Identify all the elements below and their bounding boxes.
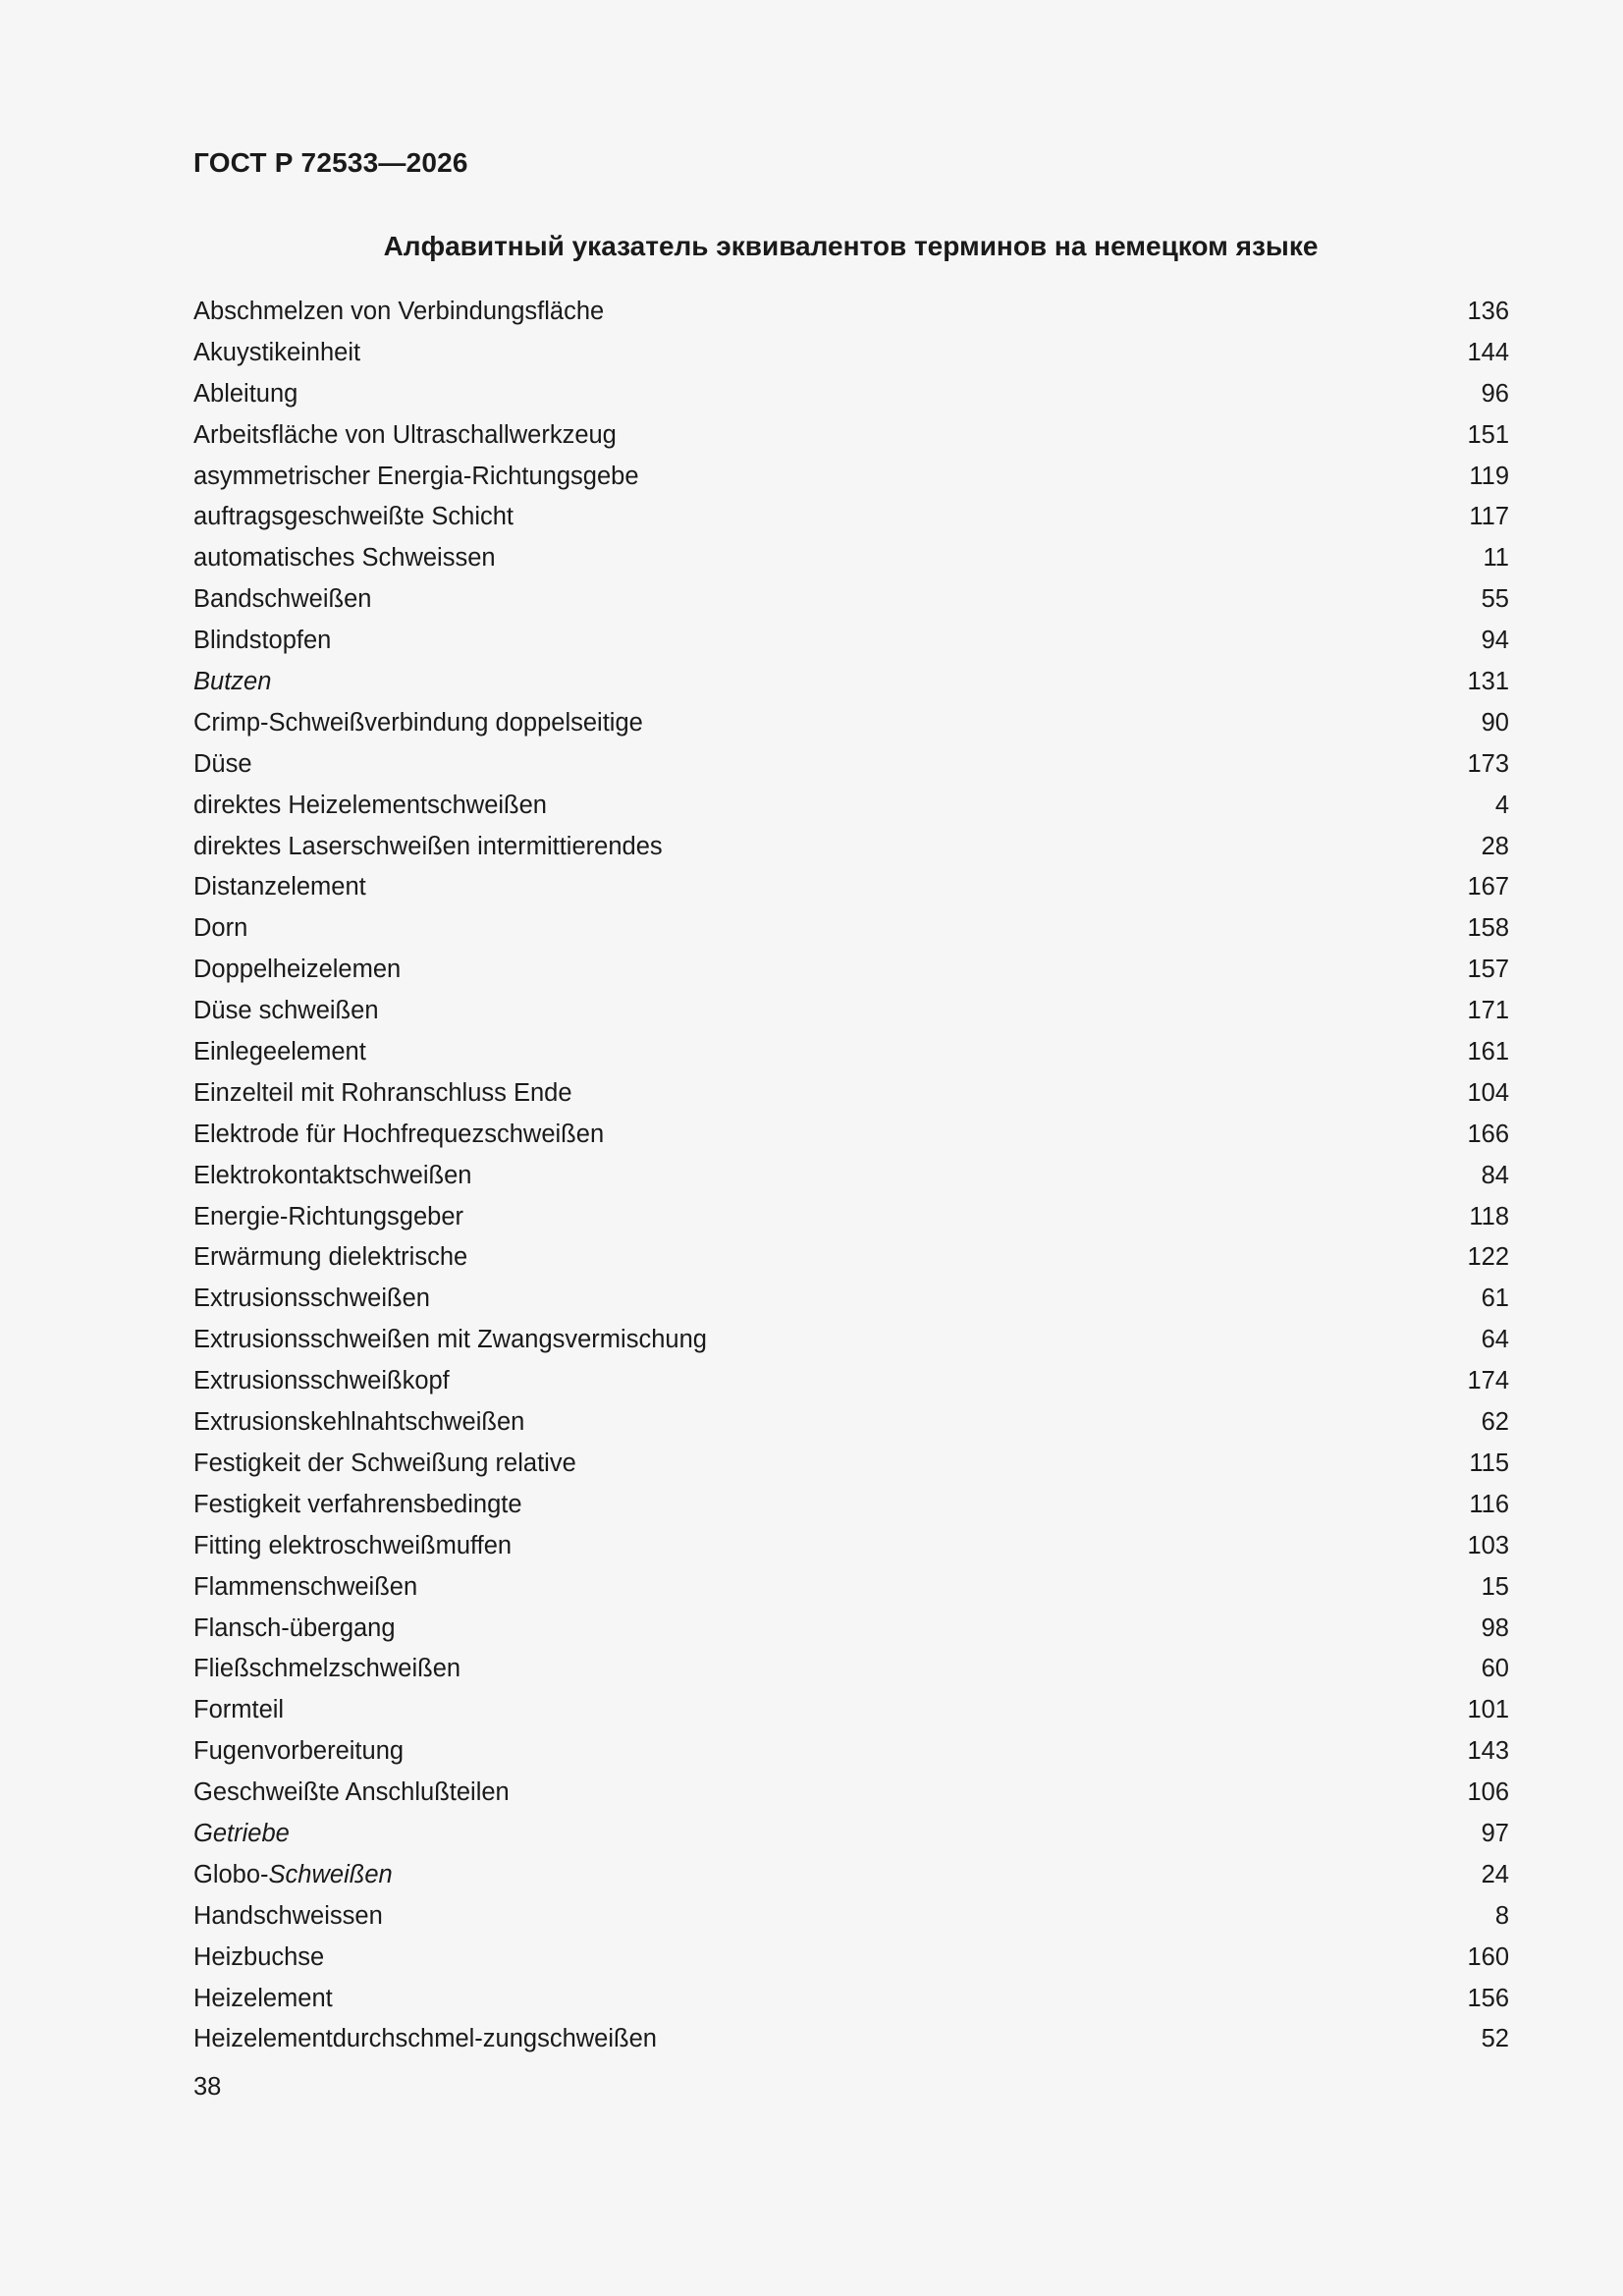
index-entry-number: 116: [1469, 1490, 1509, 1518]
index-entry-term: [193, 1361, 450, 1402]
index-entry: [193, 991, 1509, 1032]
term-text: Blindstopfen: [193, 627, 332, 655]
term-text: Extrusionsschweißkopf: [193, 1367, 450, 1395]
index-entry-term: [193, 1279, 430, 1320]
index-entry-term: [193, 1032, 366, 1073]
index-entry: [193, 1402, 1509, 1444]
index-entry-term: [193, 1979, 333, 2020]
term-text: Flansch-übergang: [193, 1613, 396, 1642]
index-entry-number: 106: [1467, 1778, 1509, 1807]
term-text: Ableitung: [193, 379, 298, 408]
index-entry-term: [193, 1526, 512, 1567]
index-entry-number: 144: [1467, 338, 1509, 366]
index-entry: [193, 1361, 1509, 1402]
term-text-italic: Getriebe: [193, 1819, 290, 1847]
index-entry-term: [193, 2019, 657, 2060]
index-entry-number: 4: [1494, 791, 1509, 819]
index-entry-term: [193, 579, 371, 621]
index-entry: [193, 1690, 1509, 1731]
index-entry-term: [193, 1649, 460, 1690]
index-entry: [193, 1649, 1509, 1690]
index-entry-number: 160: [1467, 1942, 1509, 1971]
index-entry-term: [193, 662, 271, 703]
index-entry: [193, 908, 1509, 950]
index-entry-number: 167: [1467, 873, 1509, 902]
index-entry: [193, 1609, 1509, 1650]
term-text: Festigkeit der Schweißung relative: [193, 1449, 576, 1477]
term-text: Dorn: [193, 914, 248, 943]
term-text: Heizelement: [193, 1984, 333, 2012]
term-text: Festigkeit verfahrensbedingte: [193, 1490, 522, 1518]
index-entry-term: [193, 1073, 572, 1115]
index-entry: [193, 457, 1509, 498]
index-entry-term: [193, 1115, 604, 1156]
index-entry-term: [193, 374, 298, 415]
index-entry: [193, 292, 1509, 333]
index-entry-number: 62: [1481, 1408, 1509, 1437]
index-entry-number: 173: [1467, 749, 1509, 778]
index-entry: [193, 1032, 1509, 1073]
term-text: Handschweissen: [193, 1901, 383, 1930]
index-entry-term: [193, 292, 604, 333]
index-entry: [193, 415, 1509, 457]
index-entry-term: [193, 1609, 396, 1650]
index-entry: [193, 1320, 1509, 1361]
index-entry: [193, 2019, 1509, 2060]
index-entry-number: 117: [1469, 503, 1509, 531]
index-entry: [193, 703, 1509, 744]
index-entry: [193, 662, 1509, 703]
index-entry: [193, 1896, 1509, 1938]
index-entry-number: 15: [1481, 1572, 1509, 1601]
index-entry-number: 98: [1481, 1613, 1509, 1642]
term-text: Doppelheizelemen: [193, 956, 402, 984]
term-text: Erwärmung dielektrische: [193, 1243, 468, 1272]
index-entry-number: 101: [1467, 1696, 1509, 1724]
index-entry: [193, 333, 1509, 374]
index-entry: [193, 538, 1509, 579]
index-entry-term: [193, 908, 247, 950]
index-entry-term: [193, 867, 366, 908]
index-entry-number: 28: [1481, 832, 1509, 860]
index-entry: [193, 579, 1509, 621]
term-text: asymmetrischer Energia-Richtungsgebe: [193, 462, 639, 490]
term-text: Heizelementdurchschmel-zungschweißen: [193, 2025, 657, 2053]
index-entry-term: [193, 950, 401, 991]
term-text: Arbeitsfläche von Ultraschallwerkzeug: [193, 420, 617, 449]
term-text: Crimp-Schweißverbindung doppelseitige: [193, 708, 643, 737]
index-entry-term: [193, 333, 360, 374]
term-text-italic: Butzen: [193, 668, 272, 696]
term-text: Distanzelement: [193, 873, 366, 902]
index-entry-term: [193, 1731, 404, 1773]
term-text: Flammenschweißen: [193, 1572, 418, 1601]
index-entry-number: 61: [1481, 1285, 1509, 1313]
index-entry-term: [193, 744, 252, 786]
index-entry-number: 143: [1467, 1737, 1509, 1766]
index-entry-term: [193, 415, 617, 457]
index-entry: [193, 827, 1509, 868]
index-entry-term: [193, 1237, 467, 1279]
index-entry-term: [193, 703, 643, 744]
term-text-italic: Schweißen: [268, 1860, 393, 1888]
index-entry-term: [193, 457, 639, 498]
index-entry-number: 174: [1467, 1367, 1509, 1395]
index-entry: [193, 1279, 1509, 1320]
index-entry: [193, 1156, 1509, 1197]
index-entry-number: 97: [1481, 1819, 1509, 1847]
term-text: Düse: [193, 749, 252, 778]
index-entry-term: [193, 1690, 284, 1731]
index-entry-number: 103: [1467, 1531, 1509, 1559]
term-text: Extrusionsschweißen mit Zwangsvermischung: [193, 1326, 707, 1354]
index-entry-term: [193, 1156, 471, 1197]
index-entry-number: 84: [1481, 1161, 1509, 1189]
index-entry-term: [193, 991, 379, 1032]
index-entry-number: 104: [1467, 1078, 1509, 1107]
index-entry: [193, 1237, 1509, 1279]
index-entry-term: [193, 497, 514, 538]
index-entry-number: 60: [1481, 1655, 1509, 1683]
index-entry-number: 171: [1467, 997, 1509, 1025]
index-entry-term: [193, 1773, 510, 1814]
term-text: Abschmelzen von Verbindungsfläche: [193, 298, 605, 325]
term-text: Einlegeelement: [193, 1038, 366, 1066]
term-text: Geschweißte Anschlußteilen: [193, 1778, 510, 1807]
term-text: Bandschweißen: [193, 585, 372, 614]
index-entry-term: [193, 786, 547, 827]
index-entry-number: 90: [1481, 708, 1509, 737]
index-entry: [193, 1814, 1509, 1855]
index-entry: [193, 1115, 1509, 1156]
index-entry-number: 94: [1481, 627, 1509, 655]
index-entry-number: 64: [1481, 1326, 1509, 1354]
term-text: Fließschmelzschweißen: [193, 1655, 461, 1683]
term-text: Elektrode für Hochfrequezschweißen: [193, 1120, 605, 1148]
index-entry-number: 115: [1469, 1449, 1509, 1477]
document-code: ГОСТ Р 72533—2026: [193, 147, 468, 178]
index-entry-term: [193, 1938, 324, 1979]
term-text: direktes Heizelementschweißen: [193, 791, 547, 819]
index-entry: [193, 1073, 1509, 1115]
index-entry-number: 8: [1494, 1901, 1509, 1930]
term-text: Akuystikeinheit: [193, 338, 361, 366]
page-number: 38: [193, 2073, 222, 2101]
index-entry-number: 122: [1467, 1243, 1509, 1272]
index-entry: [193, 867, 1509, 908]
index-entry: [193, 1938, 1509, 1979]
term-text: Fugenvorbereitung: [193, 1737, 405, 1766]
index-entry: [193, 1731, 1509, 1773]
index-entry-term: [193, 1444, 576, 1485]
term-text: direktes Laserschweißen intermittierendes: [193, 832, 663, 860]
index-entry: [193, 950, 1509, 991]
index-entry-term: [193, 827, 663, 868]
index-entry-number: 119: [1469, 462, 1509, 490]
index-entry: [193, 1485, 1509, 1526]
index-entry-number: 118: [1469, 1202, 1509, 1230]
index-entry: [193, 1567, 1509, 1609]
index-entry: [193, 1855, 1509, 1896]
index-entry: [193, 1979, 1509, 2020]
term-text: Extrusionskehlnahtschweißen: [193, 1408, 525, 1437]
index-entry-term: [193, 1402, 524, 1444]
index-entry-number: 166: [1467, 1120, 1509, 1148]
index-entry-term: [193, 1320, 707, 1361]
index-entry-term: [193, 1485, 522, 1526]
index-entry-term: [193, 1855, 393, 1896]
index-entry: [193, 497, 1509, 538]
index-entry: [193, 1773, 1509, 1814]
index-entry: [193, 621, 1509, 662]
index-entry: [193, 1526, 1509, 1567]
index-entry: [193, 744, 1509, 786]
index-entry-number: 156: [1467, 1984, 1509, 2012]
term-text: automatisches Schweissen: [193, 544, 496, 573]
index-entry-number: 131: [1467, 668, 1509, 696]
term-text: auftragsgeschweißte Schicht: [193, 503, 514, 531]
index-entry-number: 161: [1467, 1038, 1509, 1066]
index-entry-term: [193, 1896, 383, 1938]
index-entry-list: [193, 292, 1509, 2060]
index-entry: [193, 786, 1509, 827]
index-title: Алфавитный указатель эквивалентов терминов на немецком языке: [383, 231, 1319, 261]
index-entry-term: [193, 621, 331, 662]
index-entry-number: 136: [1467, 298, 1509, 325]
index-entry-number: 157: [1467, 956, 1509, 984]
term-text: Einzelteil mit Rohranschluss Ende: [193, 1078, 572, 1107]
index-entry-number: 24: [1481, 1860, 1509, 1888]
index-entry: [193, 1197, 1509, 1238]
index-entry-number: 55: [1481, 585, 1509, 614]
term-text: Heizbuchse: [193, 1942, 325, 1971]
index-entry-number: 151: [1467, 420, 1509, 449]
index-entry-term: [193, 1814, 290, 1855]
index-entry-term: [193, 1567, 417, 1609]
term-text: Energie-Richtungsgeber: [193, 1202, 463, 1230]
term-text: Elektrokontaktschweißen: [193, 1161, 472, 1189]
index-entry-number: 96: [1481, 379, 1509, 408]
index-entry-term: [193, 538, 496, 579]
term-text: Düse schweißen: [193, 997, 379, 1025]
term-text: Globo-: [193, 1860, 269, 1888]
term-text: Fitting elektroschweißmuffen: [193, 1531, 513, 1559]
index-entry-number: 11: [1483, 544, 1509, 573]
index-entry-number: 158: [1467, 914, 1509, 943]
index-entry: [193, 374, 1509, 415]
index-entry-term: [193, 1197, 463, 1238]
index-entry: [193, 1444, 1509, 1485]
index-entry-number: 52: [1481, 2025, 1509, 2053]
term-text: Formteil: [193, 1696, 285, 1724]
term-text: Extrusionsschweißen: [193, 1285, 430, 1313]
